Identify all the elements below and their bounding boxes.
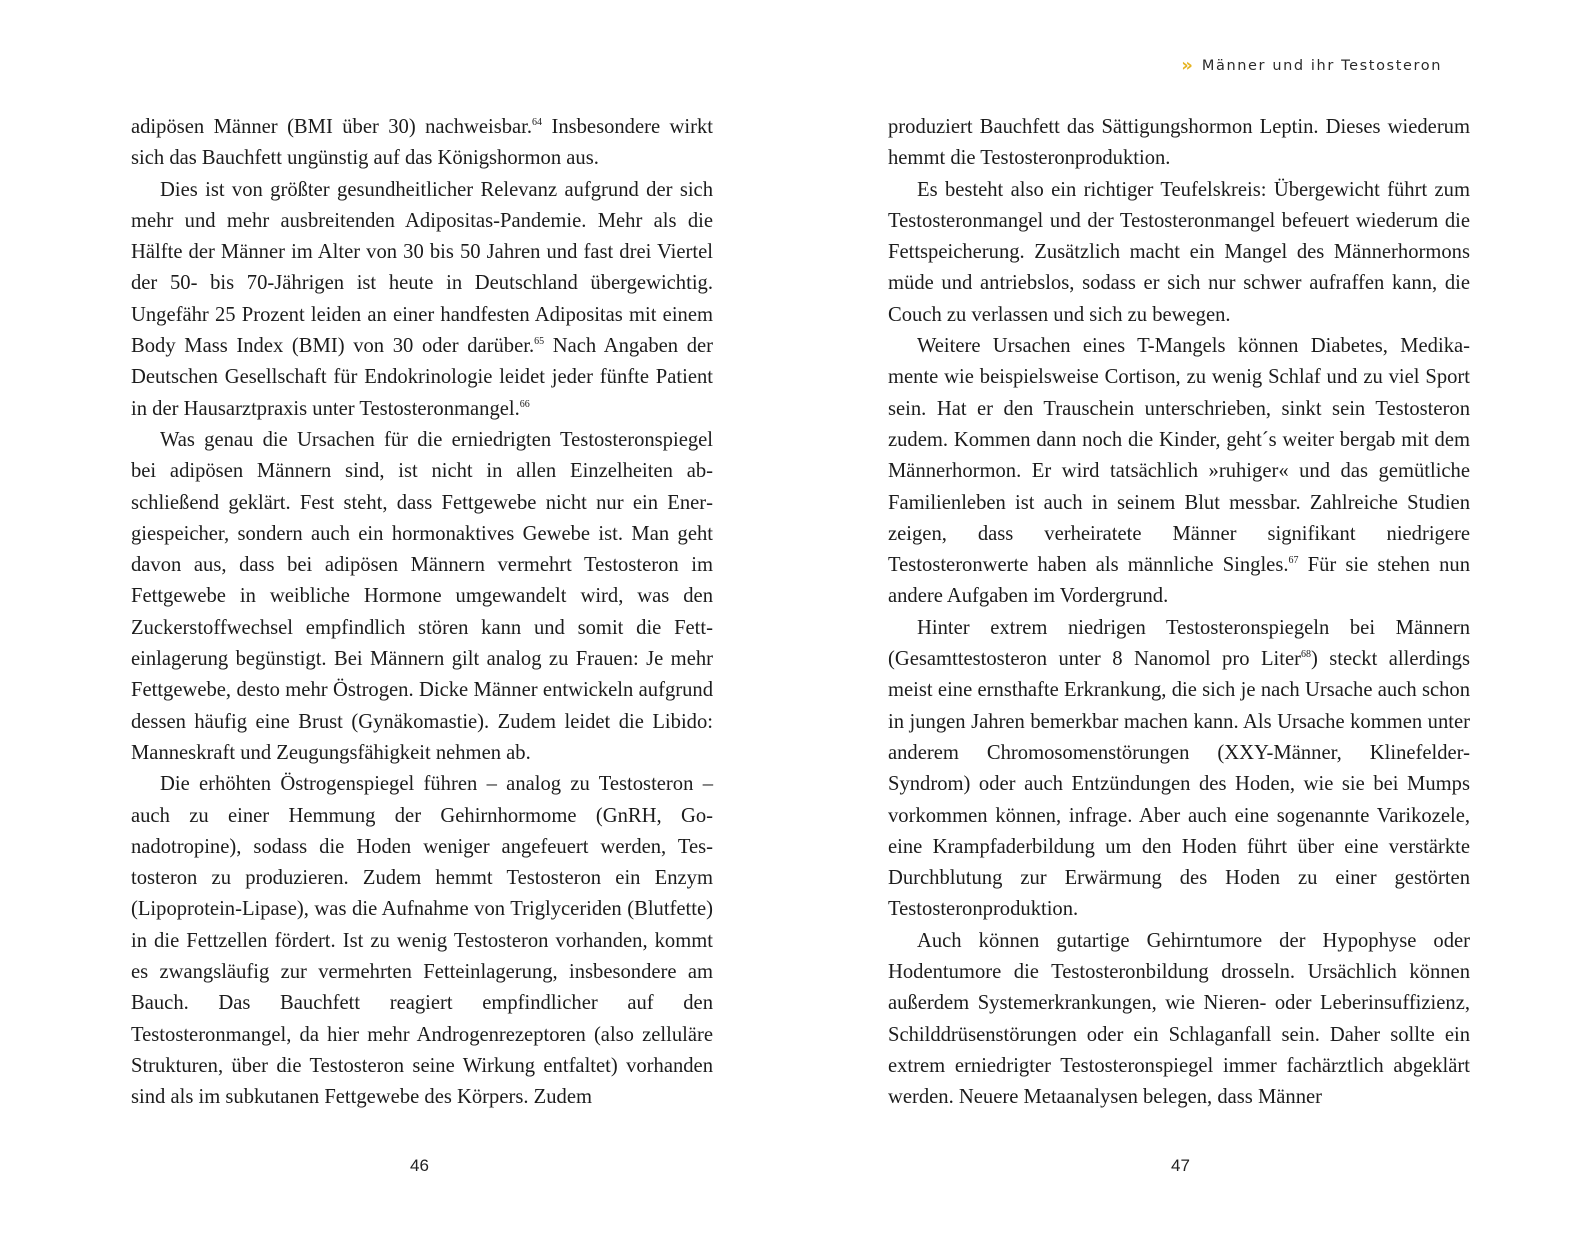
- chapter-title: Männer und ihr Testosteron: [1201, 58, 1442, 74]
- paragraph: adipösen Männer (BMI über 30) nachweisbar.$^{64}$ Insbesondere wirkt sich das Bauchfett ungünstig auf das Königshormon aus.: [131, 116, 713, 170]
- paragraph: Auch können gutartige Gehirntumore der Hypophyse oder Hodentumore die Testosteronbildung drosseln. Ursächlich können außerdem Systemerkrankungen, wie Nieren- oder Leberinsuffizienz, Schilddrüsenstörungen oder ein Schlaganfall sein. Daher sollte ein extrem erniedrigter Testosteronspiegel immer fachärztlich abgeklärt werden. Neuere Metaanalysen belegen, dass Männer: [888, 929, 1470, 1109]
- page-number: 46: [410, 1156, 429, 1175]
- paragraph: Die erhöhten Östrogenspiegel führen – analog zu Testosteron – auch zu einer Hemmung der Gehirnhormome (GnRH, Gonadotropine), sodass die Hoden weniger angefeuert werden, Testosteron zu produzieren. Zudem hemmt Testosteron ein Enzym (Lipoprotein-Lipase), was die Aufnahme von Triglyceriden (Blutfette) in die Fettzellen fördert. Ist zu wenig Testosteron vorhanden, kommt es zwangsläufig zur vermehrten Fetteinlagerung, insbesondere am Bauch. Das Bauchfett reagiert empfindlicher auf den Testosteronmangel, da hier mehr Androgenrezeptoren (also zelluläre Strukturen, über die Testosteron seine Wirkung entfaltet) vorhanden sind als im subkutanen Fettgewebe des Körpers. Zudem: [131, 773, 713, 1109]
- running-header: [1181, 54, 1442, 75]
- footnote-ref: 68: [1300, 649, 1311, 661]
- left-page-body: [131, 112, 713, 1114]
- footnote-ref: 66: [519, 398, 530, 410]
- paragraph: Weitere Ursachen eines T-Mangels können Diabetes, Medikamente wie beispielsweise Cortison, zu wenig Schlaf und zu viel Sport sein. Hat er den Trauschein unterschrieben, sinkt sein Testosteron zudem. Kommen dann noch die Kinder, geht´s weiter bergab mit dem Männerhormon. Er wird tatsächlich »ruhiger« und das gemütliche Familienleben ist auch in seinem Blut messbar. Zahlreiche Studien zeigen, dass verheiratete Männer signifikant niedrigere Testosteronwerte haben als männliche Singles.$^{67}$ Für sie stehen nun andere Aufgaben im Vordergrund.: [888, 335, 1470, 608]
- footnote-ref: 64: [532, 117, 543, 128]
- paragraph: Was genau die Ursachen für die erniedrigten Testosteronspiegel bei adipösen Männern sind, ist nicht in allen Einzelheiten abschließend geklärt. Fest steht, dass Fettgewebe nicht nur ein Energiespeicher, sondern auch ein hormonaktives Gewebe ist. Man geht davon aus, dass bei adipösen Männern vermehrt Testosteron im Fettgewebe in weibliche Hormone umgewandelt wird, was den Zuckerstoffwechsel empfindlich stören kann und somit die Fetteinlagerung begünstigt. Bei Männern gilt analog zu Frauen: Je mehr Fettgewebe, desto mehr Östrogen. Dicke Männer entwickeln aufgrund dessen häufig eine Brust (Gynäkomastie). Zudem leidet die Libido: Manneskraft und Zeugungsfähigkeit nehmen ab.: [131, 428, 713, 764]
- paragraph: Hinter extrem niedrigen Testosteronspiegeln bei Männern (Gesamttestosteron unter 8 Nanomol pro Liter$^{68}$) steckt allerdings meist eine ernsthafte Erkrankung, die sich je nach Ursache auch schon in jungen Jahren bemerkbar machen kann. Als Ursache kommen unter anderem Chromosomenstörungen (XXY-Männer, Klinefelder-Syndrom) oder auch Entzündungen des Hoden, wie sie bei Mumps vorkommen können, infrage. Aber auch eine sogenannte Varikozele, eine Krampfaderbildung um den Hoden führt über eine verstärkte Durchblutung zur Erwärmung des Hoden zu einer gestörten Testosteronproduktion.: [888, 616, 1470, 921]
- footnote-ref: 67: [1288, 555, 1299, 567]
- right-page: [797, 0, 1594, 1240]
- page-number: 47: [1171, 1156, 1190, 1175]
- paragraph: Dies ist von größter gesundheitlicher Relevanz aufgrund der sich mehr und mehr ausbreitenden Adipositas-Pandemie. Mehr als die Hälfte der Männer im Alter von 30 bis 50 Jahren und fast drei Viertel der 50- bis 70-Jährigen ist heute in Deutschland übergewichtig. Ungefähr 25 Prozent leiden an einer handfesten Adipositas mit einem Body Mass Index (BMI) von 30 oder darüber.$^{65}$ Nach Angaben der Deutschen Gesellschaft für Endokrinologie leidet jeder fünfte Patient in der Hausarztpraxis unter Testosteronmangel.$^{66}$: [131, 178, 713, 420]
- paragraph: Es besteht also ein richtiger Teufelskreis: Übergewicht führt zum Testosteronmangel und der Testosteronmangel befeuert wiederum die Fettspeicherung. Zusätzlich macht ein Mangel des Männerhormons müde und antriebslos, sodass er sich nur schwer aufraffen kann, die Couch zu verlassen und sich zu bewegen.: [888, 178, 1470, 326]
- footnote-ref: 65: [534, 336, 545, 348]
- chevron-marker-icon: »: [1181, 55, 1193, 76]
- right-page-body: [888, 112, 1470, 1114]
- paragraph: produziert Bauchfett das Sättigungshormon Leptin. Dieses wiederum hemmt die Testosteronproduktion.: [888, 116, 1470, 170]
